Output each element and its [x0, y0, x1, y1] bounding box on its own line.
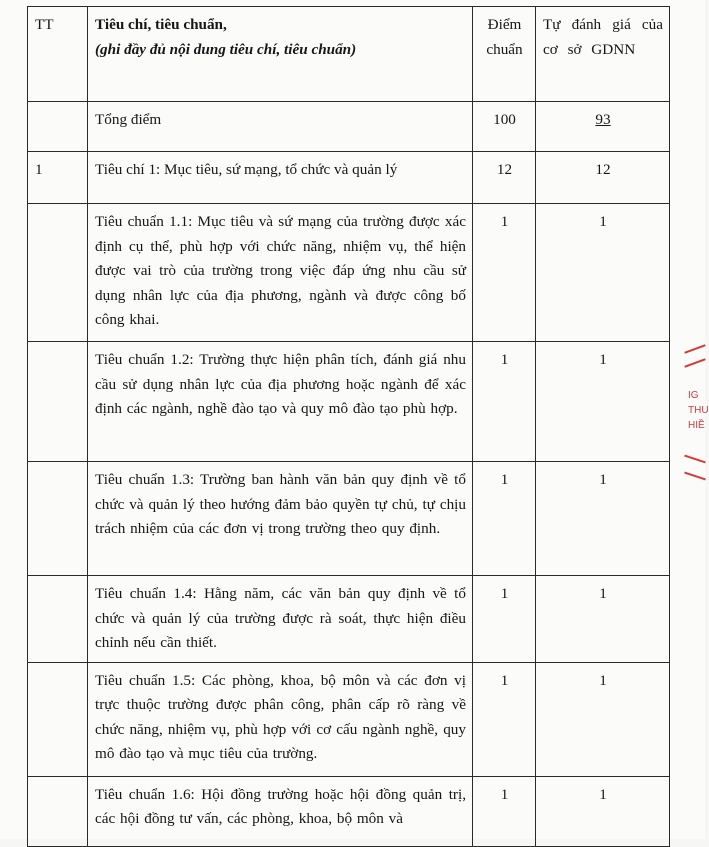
table-row [28, 776, 670, 846]
evaluation-table [27, 6, 670, 847]
standard-text: Tiêu chuẩn 1.4: Hằng năm, các văn bản quy định về tổ chức và quản lý của trường được rà soát, thực hiện điều chỉnh nếu cần thiết. [88, 576, 473, 663]
total-label: Tổng điểm [88, 102, 473, 152]
self-score: 1 [536, 662, 670, 776]
standard-score: 1 [473, 204, 536, 342]
standard-score: 1 [473, 776, 536, 846]
standard-score: 1 [473, 662, 536, 776]
standard-score: 1 [473, 462, 536, 576]
standard-score: 1 [473, 342, 536, 462]
header-self-evaluation: Tự đánh giá của cơ sở GDNN [536, 7, 670, 102]
total-tt [28, 102, 88, 152]
row-tt [28, 776, 88, 846]
self-score: 1 [536, 576, 670, 663]
standard-score: 1 [473, 576, 536, 663]
header-criteria-title: Tiêu chí, tiêu chuẩn, [95, 16, 227, 33]
criterion-standard: 12 [473, 152, 536, 204]
table-row [28, 576, 670, 663]
standard-text: Tiêu chuẩn 1.6: Hội đồng trường hoặc hội đồng quản trị, các hội đồng tư vấn, các phòng, khoa, bộ môn và [88, 776, 473, 846]
header-tt: TT [28, 7, 88, 102]
stamp-text: THU [688, 405, 709, 416]
standard-text: Tiêu chuẩn 1.2: Trường thực hiện phân tích, đánh giá nhu cầu sử dụng nhân lực của địa phương hoặc ngành để xác định các ngành, nghề đào tạo và quy mô đào tạo phù hợp. [88, 342, 473, 462]
row-tt [28, 662, 88, 776]
stamp-arc [684, 472, 706, 481]
row-tt [28, 204, 88, 342]
self-score: 1 [536, 342, 670, 462]
table-row [28, 204, 670, 342]
self-score: 1 [536, 462, 670, 576]
criterion-self: 12 [536, 152, 670, 204]
row-tt [28, 462, 88, 576]
standard-text: Tiêu chuẩn 1.5: Các phòng, khoa, bộ môn và các đơn vị trực thuộc trường được phân công, phân cấp rõ ràng về chức năng, nhiệm vụ, phù hợp với cơ cấu ngành nghề, quy mô đào tạo và mục tiêu của trường. [88, 662, 473, 776]
stamp-arc [684, 455, 706, 464]
standard-text: Tiêu chuẩn 1.1: Mục tiêu và sứ mạng của trường được xác định cụ thể, phù hợp với chức năng, nhiệm vụ, thể hiện được vai trò của trường trong việc đáp ứng nhu cầu sử dụng nhân lực của địa phương, ngành và được công bố công khai. [88, 204, 473, 342]
criterion-row [28, 152, 670, 204]
red-stamp-fragment [682, 340, 709, 490]
stamp-text: IG [688, 390, 699, 401]
total-self: 93 [536, 102, 670, 152]
header-criteria [88, 7, 473, 102]
table-row [28, 662, 670, 776]
self-score: 1 [536, 776, 670, 846]
stamp-text: HIỀ [688, 420, 705, 431]
self-score: 1 [536, 204, 670, 342]
table-row [28, 342, 670, 462]
stamp-arc [684, 358, 705, 367]
row-tt [28, 342, 88, 462]
total-standard: 100 [473, 102, 536, 152]
criterion-label: Tiêu chí 1: Mục tiêu, sứ mạng, tổ chức và quản lý [88, 152, 473, 204]
standard-text: Tiêu chuẩn 1.3: Trường ban hành văn bản quy định về tổ chức và quản lý theo hướng đảm bảo quyền tự chủ, tự chịu trách nhiệm của các đơn vị trong trường theo quy định. [88, 462, 473, 576]
criterion-tt: 1 [28, 152, 88, 204]
total-row [28, 102, 670, 152]
row-tt [28, 576, 88, 663]
table-header-row [28, 7, 670, 102]
table-row [28, 462, 670, 576]
stamp-arc [684, 344, 705, 353]
header-criteria-note: (ghi đầy đủ nội dung tiêu chí, tiêu chuẩn) [95, 40, 357, 58]
header-standard-score: Điểm chuẩn [473, 7, 536, 102]
